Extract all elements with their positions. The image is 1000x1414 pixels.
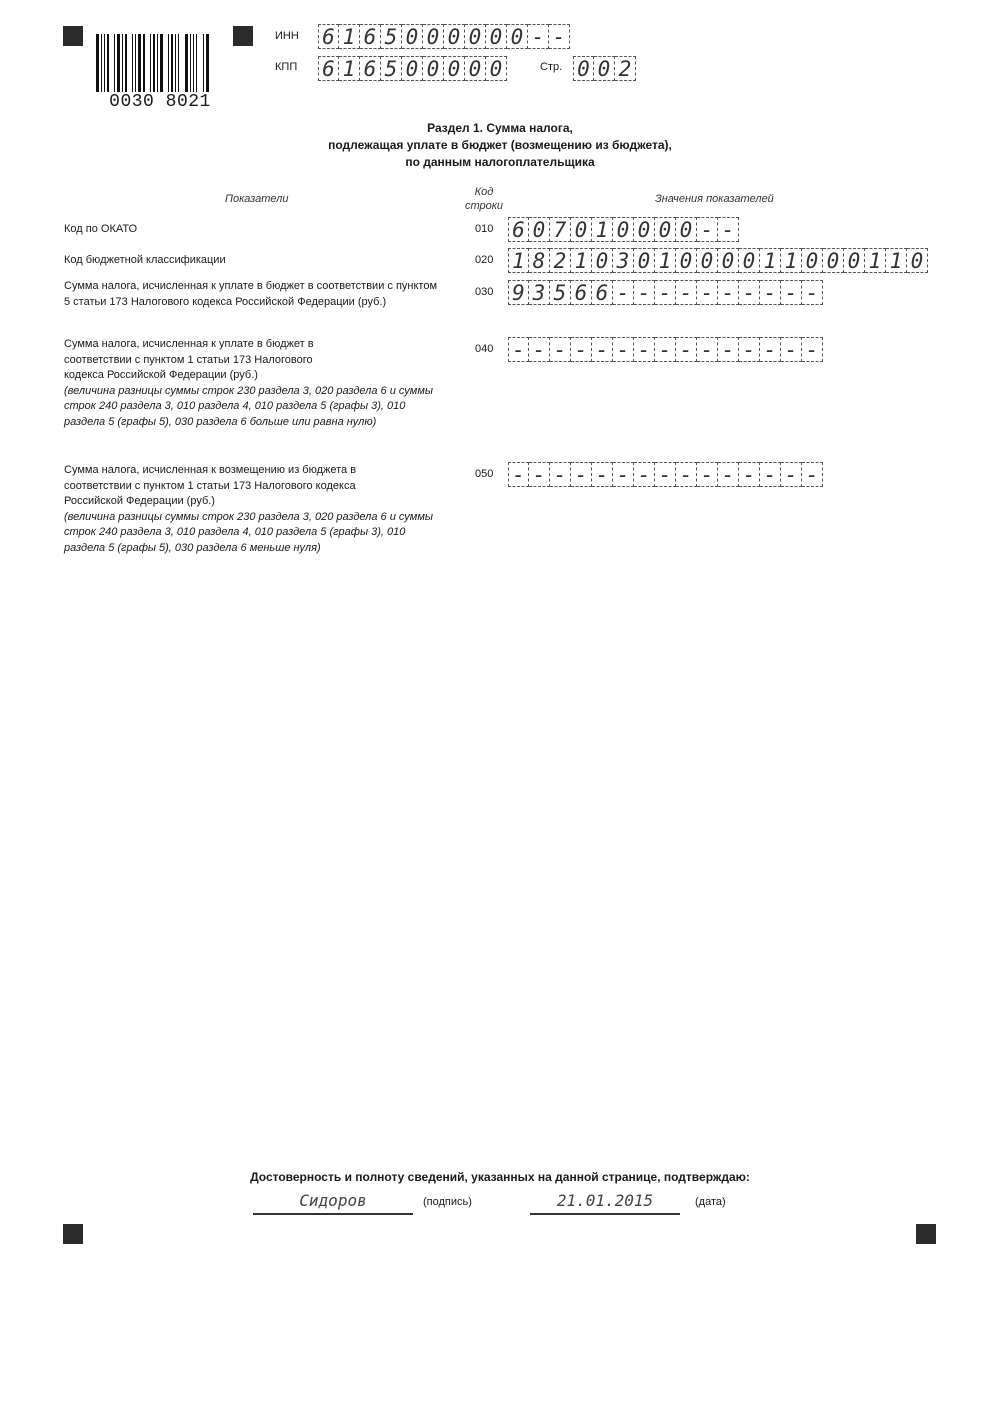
row-040-cell[interactable]: - [655,337,676,362]
barcode-bar [165,34,166,94]
registration-marker-top-right [233,26,253,46]
barcode-bar [117,34,120,94]
row-040-cell[interactable]: - [550,337,571,362]
column-heading-values: Значения показателей [655,193,774,205]
registration-marker-top-left [63,26,83,46]
kpp-cell[interactable]: 0 [465,56,486,81]
barcode-bar [153,34,155,94]
page-number-cell[interactable]: 0 [594,56,615,81]
row-040-cell[interactable]: - [571,337,592,362]
row-040-cell[interactable]: - [676,337,697,362]
barcode-bar [171,34,173,94]
barcode-bar [168,34,169,94]
page-label: Стр. [540,61,563,73]
row-040-cell[interactable]: - [802,337,823,362]
row-050-cell[interactable]: - [739,462,760,487]
row-040-cell[interactable]: - [697,337,718,362]
row-010-cell[interactable]: 0 [634,217,655,242]
row-020-cell[interactable]: 0 [844,248,865,273]
row-030-cell[interactable]: 3 [529,280,550,305]
row-note-040: (величина разницы суммы строк 230 раздела 3, 020 раздела 6 и суммы строк 240 раздела 3, 010 раздела 4, 010 раздела 5 (графы 3), 010 раздела 5 (графы 5), 030 раздела 6 больше или равна нулю) [64,384,433,428]
inn-cell[interactable]: 6 [318,24,339,49]
row-030-cell[interactable]: - [655,280,676,305]
section-title [250,120,750,171]
row-030-cell[interactable]: 6 [592,280,613,305]
inn-cell[interactable]: 5 [381,24,402,49]
inn-cell[interactable]: - [528,24,549,49]
section-title-line-1: Раздел 1. Сумма налога, [427,121,573,135]
column-heading-code-line-1: Код [474,186,494,198]
row-050-cell[interactable]: - [697,462,718,487]
row-020-cell[interactable]: 1 [886,248,907,273]
row-020-cell[interactable]: 0 [739,248,760,273]
barcode-bar [178,34,179,94]
registration-marker-bottom-left [63,1224,83,1244]
barcode-bars [96,34,224,94]
row-010-cell[interactable]: 7 [550,217,571,242]
barcode-bar [101,34,102,94]
inn-cell[interactable]: 0 [465,24,486,49]
row-050-cell[interactable]: - [529,462,550,487]
kpp-cell[interactable]: 0 [444,56,465,81]
row-030-cell[interactable]: - [739,280,760,305]
kpp-cell[interactable]: 6 [360,56,381,81]
row-note-050: (величина разницы суммы строк 230 раздела 3, 020 раздела 6 и суммы строк 240 раздела 3, 010 раздела 4, 010 раздела 5 (графы 3), 010 раздела 5 (графы 5), 030 раздела 6 меньше нуля) [64,510,433,554]
row-label-040-text: Сумма налога, исчисленная к уплате в бюджет в соответствии с пунктом 1 статьи 173 Налогового кодекса Российской Федерации (руб.) [64,338,314,381]
row-020-cell[interactable]: 1 [781,248,802,273]
row-050-cell[interactable]: - [781,462,802,487]
row-020-cell[interactable]: 1 [865,248,886,273]
barcode-bar [132,34,133,94]
barcode-bar [107,34,109,94]
row-010-cell[interactable]: 0 [676,217,697,242]
inn-cell[interactable]: 1 [339,24,360,49]
section-title-line-2: подлежащая уплате в бюджет (возмещению из бюджета), [328,138,672,152]
barcode-bar [199,34,201,94]
barcode-bar [135,34,136,94]
row-040-cell[interactable]: - [739,337,760,362]
barcode [96,34,224,112]
signature-field[interactable]: Сидоров [253,1191,413,1215]
barcode-bar [147,34,148,94]
row-label-040 [64,337,444,430]
row-010-cell[interactable]: 0 [529,217,550,242]
row-030-cell[interactable]: - [802,280,823,305]
page-number-field [573,56,636,81]
row-value-040 [508,337,823,362]
row-020-cell[interactable]: 1 [508,248,529,273]
column-heading-code-line-2: строки [464,200,504,212]
barcode-bar [111,34,112,94]
row-020-cell[interactable]: 2 [550,248,571,273]
row-020-cell[interactable]: 0 [802,248,823,273]
row-010-cell[interactable]: 0 [655,217,676,242]
section-title-line-3: по данным налогоплательщика [405,155,595,169]
row-020-cell[interactable]: 0 [634,248,655,273]
row-030-cell[interactable]: 9 [508,280,529,305]
barcode-bar [114,34,115,94]
kpp-cell[interactable]: 0 [486,56,507,81]
row-050-cell[interactable]: - [718,462,739,487]
row-050-cell[interactable]: - [676,462,697,487]
row-040-cell[interactable]: - [529,337,550,362]
row-050-cell[interactable]: - [760,462,781,487]
date-caption: (дата) [695,1196,726,1208]
barcode-bar [125,34,127,94]
kpp-cell[interactable]: 0 [402,56,423,81]
row-020-cell[interactable]: 0 [676,248,697,273]
row-050-cell[interactable]: - [802,462,823,487]
row-050-cell[interactable]: - [613,462,634,487]
barcode-bar [206,34,209,94]
barcode-bar [203,34,204,94]
row-010-cell[interactable]: 6 [508,217,529,242]
column-heading-indicators: Показатели [225,193,289,205]
barcode-bar [122,34,123,94]
row-040-cell[interactable]: - [634,337,655,362]
row-020-cell[interactable]: 0 [823,248,844,273]
row-label-020: Код бюджетной классификации [64,254,226,266]
row-code-030: 030 [475,286,494,298]
kpp-cell[interactable]: 1 [339,56,360,81]
row-030-cell[interactable]: - [760,280,781,305]
row-050-cell[interactable]: - [592,462,613,487]
row-010-cell[interactable]: 1 [592,217,613,242]
barcode-bar [157,34,158,94]
barcode-bar [160,34,163,94]
kpp-cell[interactable]: 5 [381,56,402,81]
row-020-cell[interactable]: 0 [907,248,928,273]
row-030-cell[interactable]: 5 [550,280,571,305]
signature-caption: (подпись) [423,1196,472,1208]
barcode-bar [138,34,141,94]
barcode-bar [143,34,145,94]
row-050-cell[interactable]: - [634,462,655,487]
row-030-cell[interactable]: - [676,280,697,305]
row-040-cell[interactable]: - [781,337,802,362]
row-code-020: 020 [475,254,494,266]
row-030-cell[interactable]: 6 [571,280,592,305]
barcode-bar [181,34,183,94]
confirmation-statement: Достоверность и полноту сведений, указанных на данной странице, подтверждаю: [250,1170,750,1184]
row-040-cell[interactable]: - [613,337,634,362]
row-label-050 [64,463,444,556]
row-020-cell[interactable]: 1 [760,248,781,273]
row-020-cell[interactable]: 1 [571,248,592,273]
row-020-cell[interactable]: 0 [592,248,613,273]
inn-cell[interactable]: 0 [486,24,507,49]
barcode-bar [96,34,99,94]
barcode-bar [175,34,176,94]
row-label-050-text: Сумма налога, исчисленная к возмещению из бюджета в соответствии с пунктом 1 статьи 173 Налогового кодекса Российской Федерации (руб.) [64,464,357,507]
row-code-040: 040 [475,343,494,355]
row-020-cell[interactable]: 8 [529,248,550,273]
row-050-cell[interactable]: - [508,462,529,487]
kpp-cell[interactable]: 0 [423,56,444,81]
row-code-010: 010 [475,223,494,235]
inn-label: ИНН [275,30,299,42]
barcode-bar [150,34,151,94]
row-030-cell[interactable]: - [781,280,802,305]
row-value-020 [508,248,928,273]
page-number-cell[interactable]: 2 [615,56,636,81]
kpp-field [318,56,507,81]
date-field[interactable]: 21.01.2015 [530,1191,680,1215]
page-number-cell[interactable]: 0 [573,56,594,81]
row-010-cell[interactable]: - [718,217,739,242]
inn-cell[interactable]: 6 [360,24,381,49]
inn-cell[interactable]: - [549,24,570,49]
inn-field [318,24,570,49]
row-code-050: 050 [475,468,494,480]
registration-marker-bottom-right [916,1224,936,1244]
row-040-cell[interactable]: - [508,337,529,362]
barcode-bar [193,34,194,94]
row-020-cell[interactable]: 0 [718,248,739,273]
inn-cell[interactable]: 0 [423,24,444,49]
inn-cell[interactable]: 0 [402,24,423,49]
barcode-bar [104,34,105,94]
row-020-cell[interactable]: 0 [697,248,718,273]
row-020-cell[interactable]: 1 [655,248,676,273]
row-010-cell[interactable]: 0 [571,217,592,242]
inn-cell[interactable]: 0 [507,24,528,49]
row-040-cell[interactable]: - [760,337,781,362]
row-050-cell[interactable]: - [571,462,592,487]
barcode-bar [196,34,197,94]
row-label-010: Код по ОКАТО [64,223,138,235]
barcode-bar [190,34,191,94]
barcode-bar [185,34,188,94]
inn-cell[interactable]: 0 [444,24,465,49]
row-030-cell[interactable]: - [718,280,739,305]
row-020-cell[interactable]: 3 [613,248,634,273]
row-030-cell[interactable]: - [613,280,634,305]
row-010-cell[interactable]: - [697,217,718,242]
row-040-cell[interactable]: - [718,337,739,362]
barcode-number: 0030 8021 [96,92,224,112]
row-050-cell[interactable]: - [550,462,571,487]
row-value-010 [508,217,739,242]
column-heading-code [462,185,506,213]
row-030-cell[interactable]: - [697,280,718,305]
row-030-cell[interactable]: - [634,280,655,305]
row-040-cell[interactable]: - [592,337,613,362]
kpp-cell[interactable]: 6 [318,56,339,81]
row-label-030: Сумма налога, исчисленная к уплате в бюджет в соответствии с пунктом 5 статьи 173 Налогового кодекса Российской Федерации (руб.) [64,280,438,308]
barcode-bar [129,34,130,94]
row-value-050 [508,462,823,487]
row-010-cell[interactable]: 0 [613,217,634,242]
row-value-030 [508,280,823,305]
row-050-cell[interactable]: - [655,462,676,487]
kpp-label: КПП [275,61,298,73]
